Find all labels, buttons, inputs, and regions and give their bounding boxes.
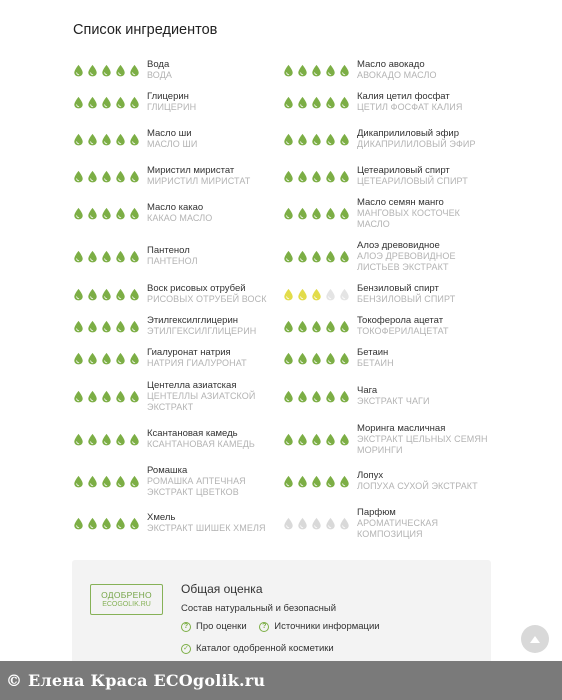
drop-icon <box>100 170 113 183</box>
ingredient-names <box>357 507 492 539</box>
rating-drops <box>282 95 357 109</box>
drop-icon <box>310 133 323 146</box>
catalog-row <box>181 642 344 655</box>
drop-icon <box>282 64 295 77</box>
ingredient-name: Парфюм <box>357 507 396 518</box>
ingredient-item[interactable] <box>72 54 282 86</box>
approved-stamp <box>90 584 163 615</box>
drop-icon <box>100 133 113 146</box>
ingredient-name: Миристил миристат <box>147 165 235 177</box>
rating-drops <box>72 389 147 403</box>
ingredient-inci: ГЛИЦЕРИН <box>147 102 197 113</box>
ingredient-inci: ЭТИЛГЕКСИЛГЛИЦЕРИН <box>147 326 257 337</box>
drop-icon <box>72 96 85 109</box>
drop-icon <box>72 288 85 301</box>
ingredient-inci: АВОКАДО МАСЛО <box>357 70 437 81</box>
drop-icon <box>100 433 113 446</box>
drop-icon <box>338 250 351 263</box>
drop-icon <box>86 96 99 109</box>
ingredient-item[interactable] <box>72 460 282 502</box>
drop-icon <box>72 390 85 403</box>
rating-drops <box>282 206 357 220</box>
ingredient-name: Гиалуронат натрия <box>147 347 231 359</box>
drop-icon <box>128 320 141 333</box>
drop-icon <box>114 64 127 77</box>
ingredient-item[interactable] <box>282 502 492 544</box>
ingredient-item[interactable] <box>282 374 492 418</box>
ingredient-item[interactable] <box>282 192 492 234</box>
drop-icon <box>324 64 337 77</box>
ingredient-names <box>357 470 478 492</box>
drop-icon <box>128 96 141 109</box>
drop-icon <box>72 475 85 488</box>
drop-icon <box>338 64 351 77</box>
sources-label: Источники информации <box>274 621 380 632</box>
ingredient-item[interactable] <box>282 418 492 460</box>
rating-drops <box>282 63 357 77</box>
rating-drops <box>72 351 147 365</box>
ingredient-item[interactable] <box>72 418 282 460</box>
drop-icon <box>324 170 337 183</box>
ingredient-name: Ксантановая камедь <box>147 428 238 440</box>
drop-icon <box>324 475 337 488</box>
drop-icon <box>338 433 351 446</box>
ingredient-name: Бензиловый спирт <box>357 283 439 295</box>
ingredient-name: Масло ши <box>147 128 192 140</box>
drop-icon <box>114 352 127 365</box>
ingredient-name: Пантенол <box>147 245 190 257</box>
ingredient-inci: ЛОПУХА СУХОЙ ЭКСТРАКТ <box>357 481 478 492</box>
drop-icon <box>100 288 113 301</box>
drop-icon <box>128 390 141 403</box>
drop-icon <box>114 250 127 263</box>
drop-icon <box>100 517 113 530</box>
ingredient-inci: КАКАО МАСЛО <box>147 213 213 224</box>
drop-icon <box>310 64 323 77</box>
ingredient-inci: МАНГОВЫХ КОСТОЧЕК МАСЛО <box>357 208 461 229</box>
drop-icon <box>296 390 309 403</box>
check-icon: ✓ <box>181 644 191 654</box>
drop-icon <box>282 250 295 263</box>
ingredient-names <box>357 59 437 81</box>
drop-icon <box>114 133 127 146</box>
drop-icon <box>128 352 141 365</box>
drop-icon <box>100 64 113 77</box>
rating-drops <box>282 351 357 365</box>
rating-drops <box>72 249 147 263</box>
ingredient-item[interactable] <box>282 160 492 192</box>
drop-icon <box>86 352 99 365</box>
ingredient-name: Моринга масличная <box>357 423 446 434</box>
drop-icon <box>86 133 99 146</box>
drop-icon <box>282 433 295 446</box>
ingredient-inci: АРОМАТИЧЕСКАЯ КОМПОЗИЦИЯ <box>357 518 439 539</box>
drop-icon <box>100 320 113 333</box>
drop-icon <box>310 352 323 365</box>
drop-icon <box>310 433 323 446</box>
ingredient-inci: МИРИСТИЛ МИРИСТАТ <box>147 176 251 187</box>
rating-drops <box>282 432 357 446</box>
drop-icon <box>86 433 99 446</box>
drop-icon <box>100 207 113 220</box>
drop-icon <box>310 390 323 403</box>
drop-icon <box>324 320 337 333</box>
question-icon: ? <box>259 622 269 632</box>
drop-icon <box>72 320 85 333</box>
drop-icon <box>114 475 127 488</box>
ingredient-inci: ЦЕТИЛ ФОСФАТ КАЛИЯ <box>357 102 463 113</box>
ingredient-names <box>147 315 256 337</box>
summary-subtitle: Состав натуральный и безопасный <box>181 603 337 614</box>
ingredient-item[interactable] <box>282 310 492 342</box>
ingredient-item[interactable] <box>72 374 282 418</box>
drop-icon <box>324 433 337 446</box>
arrow-up-icon <box>530 636 540 643</box>
ingredient-item[interactable] <box>282 54 492 86</box>
drop-icon <box>86 64 99 77</box>
drop-icon <box>338 133 351 146</box>
ingredient-name: Воск рисовых отрубей <box>147 283 246 295</box>
rating-drops <box>72 287 147 301</box>
drop-icon <box>310 517 323 530</box>
drop-icon <box>338 96 351 109</box>
rating-drops <box>282 389 357 403</box>
ingredient-names <box>147 512 266 534</box>
ingredient-item[interactable] <box>282 278 492 310</box>
summary-title: Общая оценка <box>181 582 263 596</box>
drop-icon <box>114 170 127 183</box>
drop-icon <box>296 170 309 183</box>
drop-icon <box>310 250 323 263</box>
drop-icon <box>128 207 141 220</box>
drop-icon <box>282 207 295 220</box>
rating-drops <box>72 132 147 146</box>
drop-icon <box>296 320 309 333</box>
ingredient-name: Алоэ древовидное <box>357 240 440 251</box>
ingredient-inci: ПАНТЕНОЛ <box>147 256 198 267</box>
drop-icon <box>324 288 337 301</box>
drop-icon <box>114 96 127 109</box>
ingredient-name: Лопух <box>357 470 384 482</box>
drop-icon <box>86 320 99 333</box>
drop-icon <box>310 320 323 333</box>
drop-icon <box>114 207 127 220</box>
ingredient-inci: ЦЕТЕАРИЛОВЫЙ СПИРТ <box>357 176 468 187</box>
ingredient-name: Масло семян манго <box>357 197 444 208</box>
drop-icon <box>282 133 295 146</box>
drop-icon <box>338 352 351 365</box>
rating-drops <box>72 206 147 220</box>
drop-icon <box>324 96 337 109</box>
rating-drops <box>72 432 147 446</box>
drop-icon <box>100 250 113 263</box>
drop-icon <box>72 170 85 183</box>
rating-drops <box>72 169 147 183</box>
about-ratings-link[interactable] <box>181 620 247 633</box>
rating-drops <box>282 319 357 333</box>
ingredient-item[interactable] <box>72 310 282 342</box>
ingredient-inci: ЭКСТРАКТ ШИШЕК ХМЕЛЯ <box>147 523 266 534</box>
ingredient-inci: ЭКСТРАКТ ЧАГИ <box>357 396 430 407</box>
ingredient-name: Цетеариловый спирт <box>357 165 450 177</box>
ingredient-names <box>147 347 247 369</box>
drop-icon <box>72 133 85 146</box>
drop-icon <box>114 517 127 530</box>
drop-icon <box>338 170 351 183</box>
drop-icon <box>296 433 309 446</box>
catalog-link[interactable] <box>181 642 334 655</box>
drop-icon <box>72 517 85 530</box>
drop-icon <box>114 433 127 446</box>
drop-icon <box>100 96 113 109</box>
ingredient-item[interactable] <box>282 86 492 118</box>
drop-icon <box>296 207 309 220</box>
drop-icon <box>338 475 351 488</box>
drop-icon <box>100 352 113 365</box>
summary-panel <box>72 560 491 670</box>
drop-icon <box>128 475 141 488</box>
scroll-to-top-button[interactable] <box>521 625 549 653</box>
ingredient-name: Чага <box>357 385 378 397</box>
ingredient-names <box>147 428 255 450</box>
ingredient-item[interactable] <box>72 86 282 118</box>
ingredient-names <box>147 465 282 497</box>
ingredients-grid <box>72 54 492 544</box>
rating-drops <box>72 516 147 530</box>
ingredient-inci: РОМАШКА АПТЕЧНАЯ ЭКСТРАКТ ЦВЕТКОВ <box>147 476 246 497</box>
drop-icon <box>128 517 141 530</box>
ingredient-names <box>147 59 172 81</box>
drop-icon <box>338 320 351 333</box>
drop-icon <box>338 390 351 403</box>
stamp-text-top: ОДОБРЕНО <box>101 590 152 600</box>
ingredient-inci: МАСЛО ШИ <box>147 139 198 150</box>
drop-icon <box>282 320 295 333</box>
ingredient-names <box>147 165 250 187</box>
drop-icon <box>310 475 323 488</box>
drop-icon <box>114 320 127 333</box>
drop-icon <box>296 64 309 77</box>
ingredient-item[interactable] <box>72 278 282 310</box>
ingredient-name: Этилгексилглицерин <box>147 315 238 327</box>
rating-drops <box>72 474 147 488</box>
drop-icon <box>282 96 295 109</box>
drop-icon <box>282 288 295 301</box>
ingredient-names <box>147 283 267 305</box>
ingredient-inci: ЭКСТРАКТ ЦЕЛЬНЫХ СЕМЯН МОРИНГИ <box>357 434 488 455</box>
ingredient-inci: ЦЕНТЕЛЛЫ АЗИАТСКОЙ ЭКСТРАКТ <box>147 391 256 412</box>
drop-icon <box>86 250 99 263</box>
ingredient-names <box>147 202 212 224</box>
drop-icon <box>296 288 309 301</box>
drop-icon <box>86 170 99 183</box>
drop-icon <box>86 390 99 403</box>
drop-icon <box>72 207 85 220</box>
drop-icon <box>282 475 295 488</box>
ingredient-name: Вода <box>147 59 170 71</box>
drop-icon <box>86 288 99 301</box>
ingredient-item[interactable] <box>72 234 282 278</box>
drop-icon <box>72 352 85 365</box>
drop-icon <box>310 207 323 220</box>
drop-icon <box>128 133 141 146</box>
ingredient-inci: ТОКОФЕРИЛАЦЕТАТ <box>357 326 449 337</box>
drop-icon <box>282 170 295 183</box>
rating-drops <box>282 249 357 263</box>
drop-icon <box>72 64 85 77</box>
ingredient-item[interactable] <box>282 460 492 502</box>
drop-icon <box>282 517 295 530</box>
ingredient-item[interactable] <box>72 118 282 160</box>
drop-icon <box>114 288 127 301</box>
drop-icon <box>310 288 323 301</box>
drop-icon <box>282 352 295 365</box>
ingredient-names <box>357 240 492 272</box>
drop-icon <box>296 352 309 365</box>
drop-icon <box>296 96 309 109</box>
ingredient-name: Глицерин <box>147 91 189 103</box>
ingredient-name: Калия цетил фосфат <box>357 91 450 103</box>
drop-icon <box>324 517 337 530</box>
rating-drops <box>72 95 147 109</box>
ingredient-name: Масло авокадо <box>357 59 425 71</box>
drop-icon <box>310 96 323 109</box>
ingredient-inci: НАТРИЯ ГИАЛУРОНАТ <box>147 358 247 369</box>
drop-icon <box>324 250 337 263</box>
drop-icon <box>296 475 309 488</box>
ingredient-inci: КСАНТАНОВАЯ КАМЕДЬ <box>147 439 255 450</box>
drop-icon <box>338 207 351 220</box>
ingredient-name: Токоферола ацетат <box>357 315 444 327</box>
drop-icon <box>86 517 99 530</box>
ingredient-item[interactable] <box>72 502 282 544</box>
drop-icon <box>86 475 99 488</box>
ingredients-title: Список ингредиентов <box>73 22 218 38</box>
ingredient-names <box>357 423 492 455</box>
drop-icon <box>72 433 85 446</box>
drop-icon <box>282 390 295 403</box>
ingredient-inci: АЛОЭ ДРЕВОВИДНОЕ ЛИСТЬЕВ ЭКСТРАКТ <box>357 251 456 272</box>
ingredient-names <box>357 91 462 113</box>
ingredient-item[interactable] <box>282 234 492 278</box>
ingredient-inci: БЕНЗИЛОВЫЙ СПИРТ <box>357 294 456 305</box>
drop-icon <box>324 133 337 146</box>
rating-drops <box>72 63 147 77</box>
rating-drops <box>282 132 357 146</box>
ingredient-names <box>357 283 455 305</box>
ingredient-inci: ДИКАПРИЛИЛОВЫЙ ЭФИР <box>357 139 476 150</box>
drop-icon <box>310 170 323 183</box>
rating-drops <box>282 287 357 301</box>
catalog-label: Каталог одобренной косметики <box>196 643 334 654</box>
ingredient-name: Хмель <box>147 512 176 524</box>
ingredient-inci: ВОДА <box>147 70 173 81</box>
drop-icon <box>128 433 141 446</box>
drop-icon <box>324 207 337 220</box>
rating-drops <box>72 319 147 333</box>
stamp-text-bottom: ECOGOLIK.RU <box>102 601 151 608</box>
ingredient-name: Бетаин <box>357 347 389 359</box>
ingredient-item[interactable] <box>72 342 282 374</box>
drop-icon <box>86 207 99 220</box>
drop-icon <box>128 170 141 183</box>
ingredient-names <box>357 347 394 369</box>
rating-drops <box>282 516 357 530</box>
ingredient-name: Дикаприлиловый эфир <box>357 128 459 140</box>
ingredient-names <box>357 385 430 407</box>
drop-icon <box>100 475 113 488</box>
ingredient-names <box>147 91 196 113</box>
drop-icon <box>296 517 309 530</box>
drop-icon <box>296 133 309 146</box>
ingredient-item[interactable] <box>282 342 492 374</box>
rating-drops <box>282 169 357 183</box>
drop-icon <box>128 64 141 77</box>
drop-icon <box>114 390 127 403</box>
ingredient-names <box>357 128 476 150</box>
drop-icon <box>324 352 337 365</box>
ingredient-item[interactable] <box>72 160 282 192</box>
drop-icon <box>338 517 351 530</box>
rating-drops <box>282 474 357 488</box>
ingredient-name: Центелла азиатская <box>147 380 237 391</box>
drop-icon <box>100 390 113 403</box>
watermark-text: © Елена Краса ECOgolik.ru <box>6 671 266 690</box>
sources-link[interactable] <box>259 620 379 633</box>
drop-icon <box>128 250 141 263</box>
about-ratings-label: Про оценки <box>196 621 247 632</box>
ingredient-name: Масло какао <box>147 202 204 214</box>
drop-icon <box>324 390 337 403</box>
drop-icon <box>128 288 141 301</box>
drop-icon <box>72 250 85 263</box>
watermark-bar <box>0 661 562 700</box>
ingredient-item[interactable] <box>72 192 282 234</box>
ingredient-names <box>147 128 197 150</box>
ingredient-name: Ромашка <box>147 465 188 476</box>
summary-links <box>181 620 390 633</box>
ingredient-names <box>357 315 449 337</box>
question-icon: ? <box>181 622 191 632</box>
ingredient-names <box>147 380 282 412</box>
ingredient-names <box>357 165 468 187</box>
ingredient-names <box>147 245 198 267</box>
drop-icon <box>296 250 309 263</box>
ingredient-inci: БЕТАИН <box>357 358 394 369</box>
drop-icon <box>338 288 351 301</box>
ingredient-names <box>357 197 492 229</box>
ingredient-inci: РИСОВЫХ ОТРУБЕЙ ВОСК <box>147 294 267 305</box>
ingredient-item[interactable] <box>282 118 492 160</box>
